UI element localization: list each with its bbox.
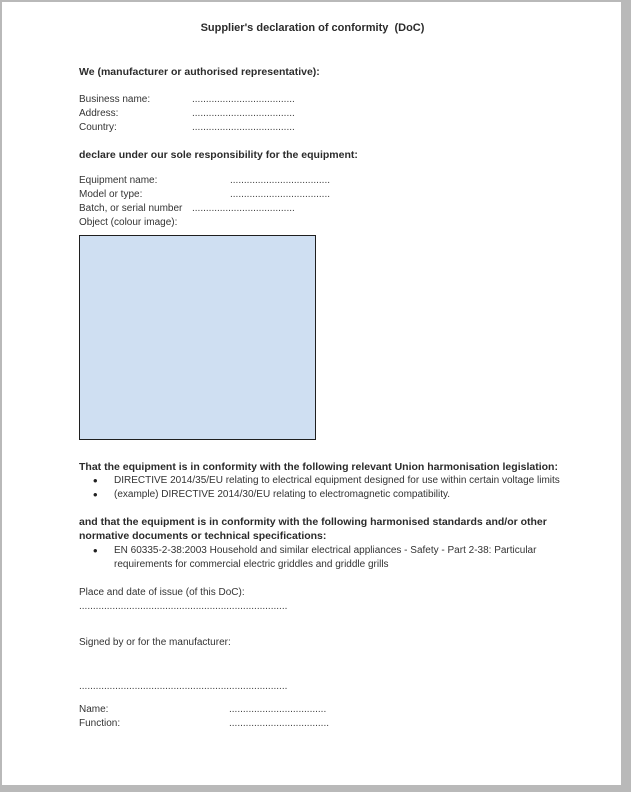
signature-field[interactable]: ........................................................................... (79, 681, 288, 692)
legislation-bullet-1-text: DIRECTIVE 2014/35/EU relating to electrical equipment designed for use within certain voltage limits (114, 475, 560, 486)
signatory-name-label: Name: (79, 704, 109, 715)
declare-section-heading: declare under our sole responsibility for the equipment: (79, 149, 358, 161)
batch-serial-row (79, 202, 579, 216)
issue-place-date-label: Place and date of issue (of this DoC): (79, 587, 245, 598)
document-page (2, 2, 621, 785)
bullet-icon (93, 544, 98, 560)
signed-by-label: Signed by or for the manufacturer: (79, 637, 231, 648)
legislation-bullet-1 (79, 474, 589, 488)
object-image-label: Object (colour image): (79, 217, 178, 228)
we-section-heading: We (manufacturer or authorised representative): (79, 66, 320, 78)
signatory-name-field[interactable]: ................................... (229, 704, 327, 715)
business-name-row (79, 93, 579, 107)
batch-serial-field[interactable]: ..................................... (192, 203, 295, 214)
batch-serial-label: Batch, or serial number (79, 203, 183, 214)
signatory-function-row (79, 717, 579, 731)
country-field[interactable]: ..................................... (192, 122, 295, 133)
issue-place-date-field[interactable]: ........................................................................... (79, 601, 288, 612)
signatory-function-field[interactable]: .................................... (229, 718, 330, 729)
address-row (79, 107, 579, 121)
model-or-type-field[interactable]: .................................... (230, 189, 331, 200)
legislation-section-heading: That the equipment is in conformity with the following relevant Union harmonisation legislation: (79, 461, 558, 473)
model-or-type-label: Model or type: (79, 189, 143, 200)
standards-bullet-list (79, 544, 559, 572)
address-field[interactable]: ..................................... (192, 108, 295, 119)
object-image-row (79, 216, 579, 230)
equipment-name-field[interactable]: .................................... (230, 175, 331, 186)
signatory-fields (79, 703, 579, 731)
equipment-name-label: Equipment name: (79, 175, 158, 186)
signatory-name-row (79, 703, 579, 717)
document-title: Supplier's declaration of conformity (DoC) (200, 22, 425, 34)
legislation-bullet-2-text: (example) DIRECTIVE 2014/30/EU relating to electromagnetic compatibility. (114, 489, 451, 500)
model-or-type-row (79, 188, 579, 202)
bullet-icon (93, 488, 98, 504)
country-label: Country: (79, 122, 117, 133)
business-name-field[interactable]: ..................................... (192, 94, 295, 105)
address-label: Address: (79, 108, 119, 119)
standards-bullet-1 (79, 544, 559, 572)
standards-bullet-1-text: EN 60335-2-38:2003 Household and similar electrical appliances - Safety - Part 2-38: Particular requirements for commercial electric griddles and griddle grills (114, 545, 537, 570)
standards-section-heading: and that the equipment is in conformity with the following harmonised standards and/or other normative documents or technical specifications: (79, 516, 547, 542)
business-name-label: Business name: (79, 94, 151, 105)
signatory-function-label: Function: (79, 718, 121, 729)
identity-fields (79, 93, 579, 135)
equipment-name-row (79, 174, 579, 188)
legislation-bullet-2 (79, 488, 589, 502)
equipment-fields (79, 174, 579, 230)
object-colour-image-placeholder[interactable] (79, 235, 316, 440)
country-row (79, 121, 579, 135)
legislation-bullet-list (79, 474, 589, 502)
